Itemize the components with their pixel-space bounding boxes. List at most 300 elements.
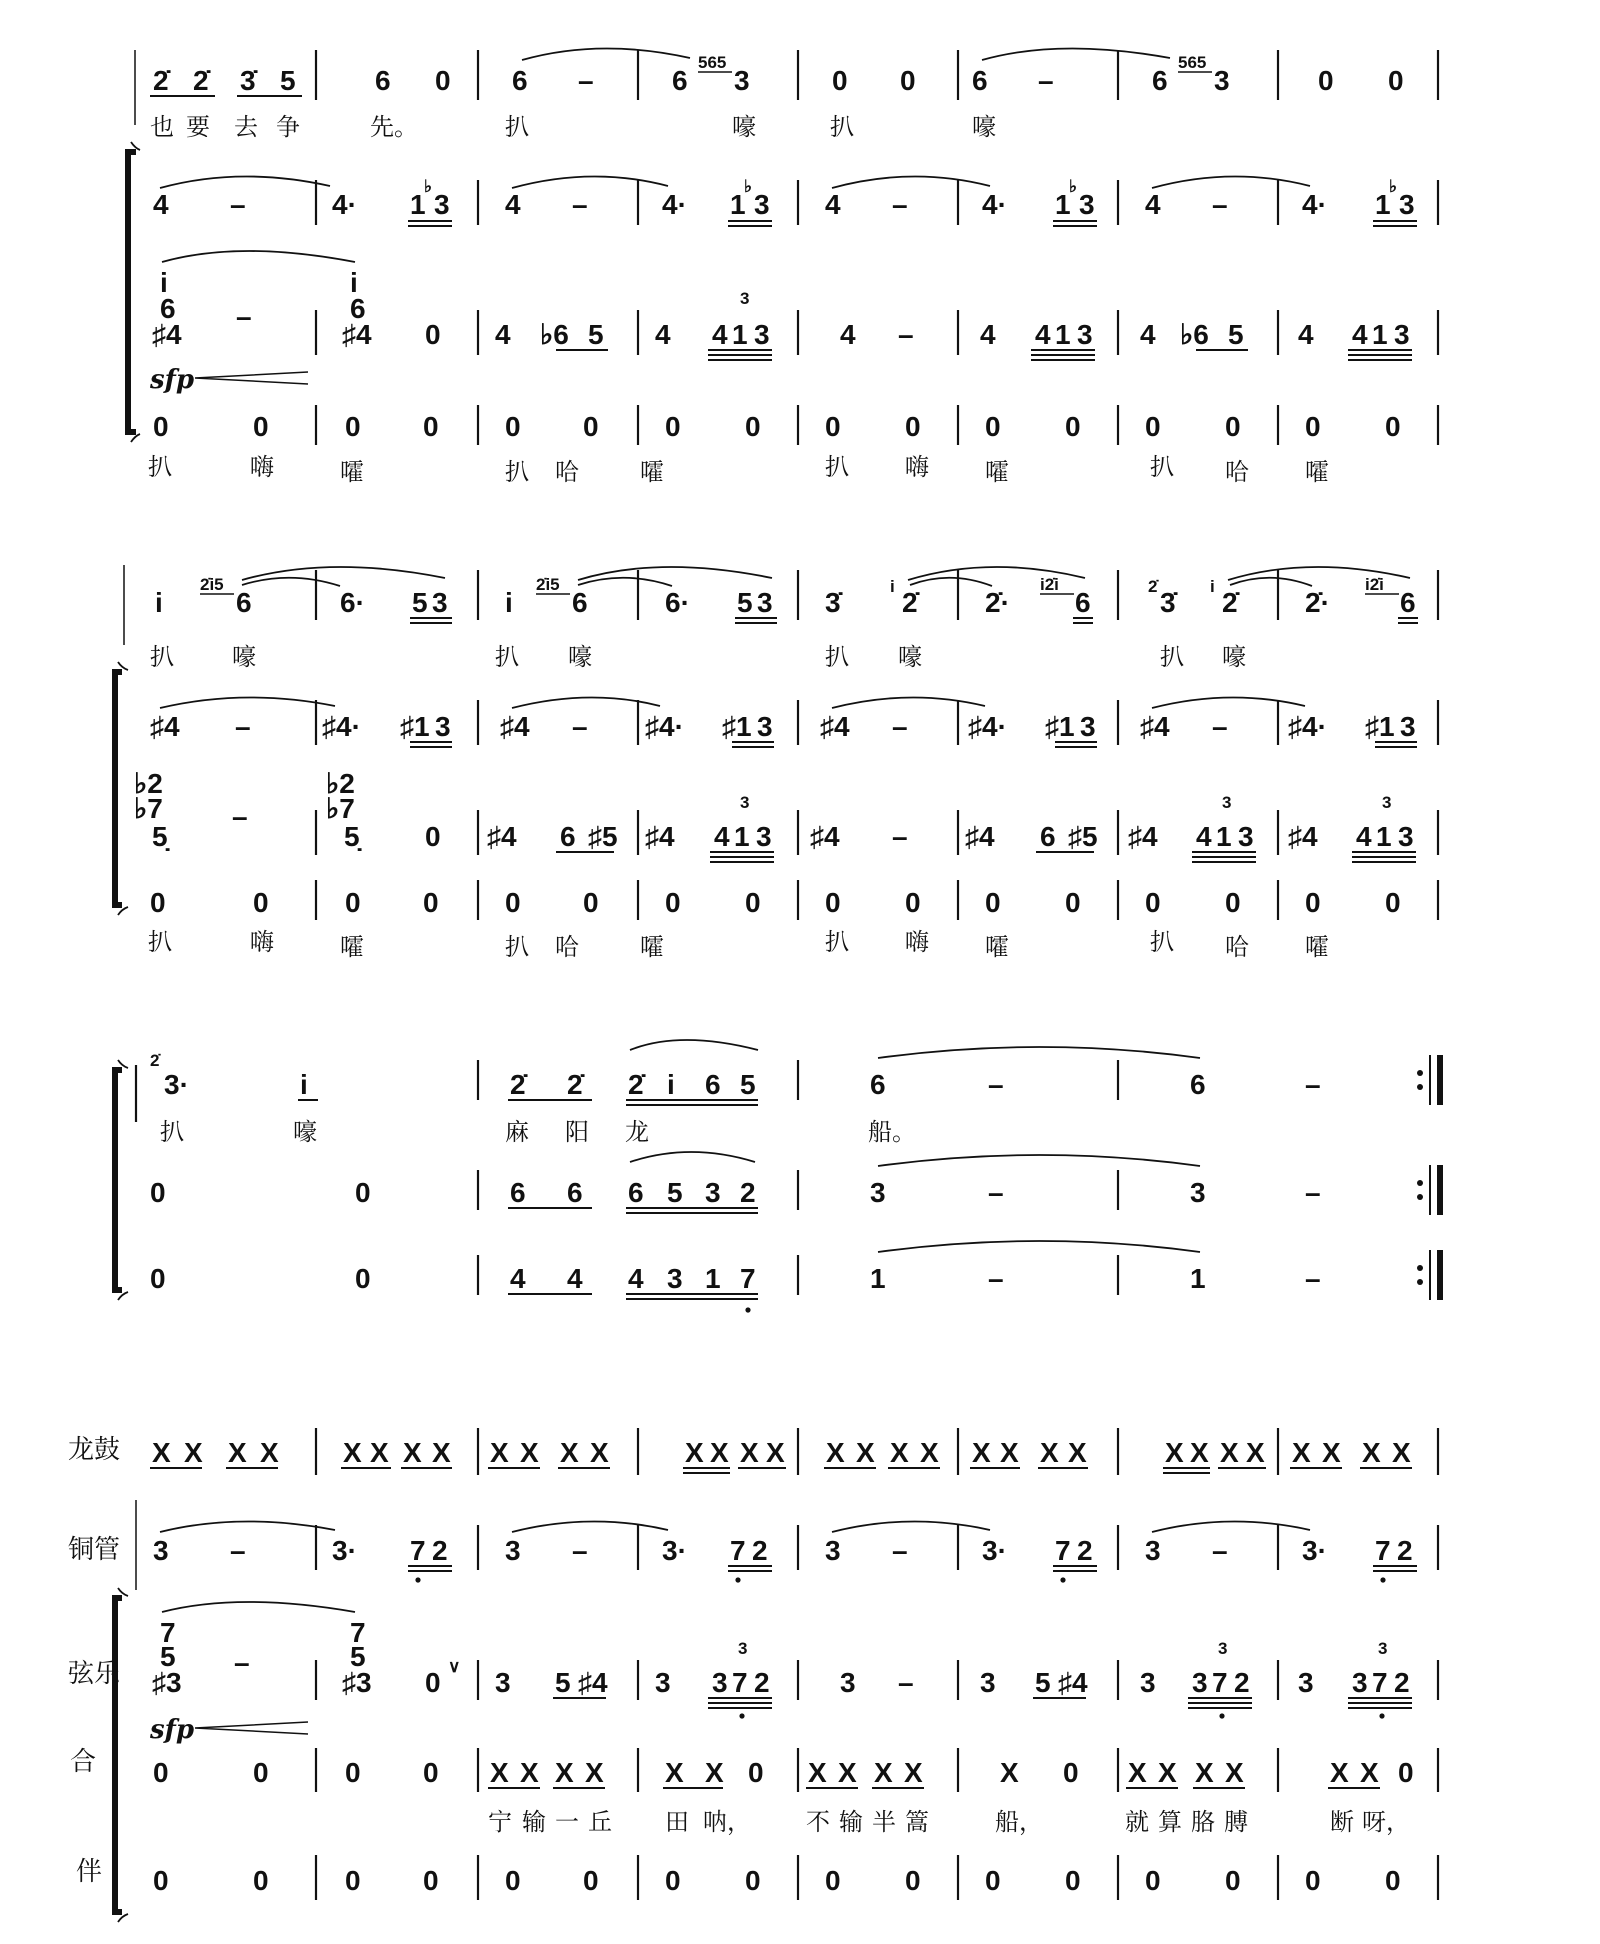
rest: 0: [345, 887, 361, 918]
dash: –: [892, 821, 908, 852]
note: –: [230, 189, 246, 220]
note: 2̇: [1222, 587, 1238, 618]
lyric: 哈: [555, 933, 579, 961]
note: 4: [655, 319, 671, 350]
note: 3: [980, 1667, 996, 1698]
lyric: 扒: [1160, 643, 1184, 671]
dash: –: [232, 801, 248, 832]
rest: 0: [423, 887, 439, 918]
rest: 0: [665, 887, 681, 918]
note: 4: [1035, 319, 1051, 350]
s2-staff1: [155, 567, 1438, 623]
lyric: 扒: [148, 453, 172, 481]
strings-line: [149, 1602, 1438, 1745]
lyric: 扒: [830, 113, 854, 141]
chord-note: i: [350, 267, 358, 298]
chord-note: 5: [350, 1641, 366, 1672]
note: 6: [567, 1177, 583, 1208]
rest: 0: [1385, 1865, 1401, 1896]
note: 2̇: [193, 65, 209, 96]
chord-note: 5̣: [344, 821, 360, 852]
staff3-middle: [149, 251, 1438, 395]
triplet: 3: [1378, 1639, 1388, 1658]
choir-x: X: [1360, 1757, 1379, 1788]
note: ♯1: [400, 711, 430, 742]
s3-barlines: [478, 1055, 1440, 1300]
note: ♯4: [150, 711, 180, 742]
rest: 0: [345, 1865, 361, 1896]
s2-staff4: [150, 880, 1438, 920]
note: 3: [1145, 1535, 1161, 1566]
note: 3: [495, 1667, 511, 1698]
note: 6: [870, 1069, 886, 1100]
lyric: 嗨: [250, 928, 274, 956]
note: 3: [1140, 1667, 1156, 1698]
note: 2: [432, 1535, 448, 1566]
rest: 0: [1065, 411, 1081, 442]
s3-melody: [150, 1040, 1321, 1105]
note: ♯4: [1058, 1667, 1088, 1698]
brass-line: [153, 1521, 1438, 1582]
chord-note: ♯4: [342, 319, 372, 350]
note: ♯4·: [968, 711, 1007, 742]
staff1-melody: [150, 48, 1404, 96]
note: 6: [512, 65, 528, 96]
chord-note: 6: [160, 293, 176, 324]
lyric: 宁: [488, 1808, 512, 1836]
choir-x: X: [665, 1757, 684, 1788]
drum-hit: X: [1220, 1437, 1239, 1468]
note: 2̇: [567, 1069, 583, 1100]
chord-note: 6: [350, 293, 366, 324]
note: ♯4: [1140, 711, 1170, 742]
lyric: 断: [1330, 1808, 1354, 1836]
rest: 0: [985, 1865, 1001, 1896]
note: 7: [1372, 1667, 1388, 1698]
note: 1: [1190, 1263, 1206, 1294]
note: 3: [757, 587, 773, 618]
drum-hit: X: [403, 1437, 422, 1468]
accomp-line: [153, 1855, 1438, 1900]
note: 4: [1196, 821, 1212, 852]
lyric: 胳: [1191, 1808, 1215, 1836]
note: 4: [1356, 821, 1372, 852]
chord-note: 7: [350, 1617, 366, 1648]
note: 3: [1080, 711, 1096, 742]
note: 4: [714, 821, 730, 852]
lyric: 扒: [1150, 928, 1174, 956]
system-1: [128, 48, 1438, 486]
note: 3: [1238, 821, 1254, 852]
grace-notes: 565: [698, 53, 727, 72]
drum-hit: X: [1322, 1437, 1341, 1468]
note: 4·: [332, 189, 357, 220]
note: 6: [1190, 1069, 1206, 1100]
dash: –: [898, 1667, 914, 1698]
note: 6·: [665, 587, 690, 618]
rest: 0: [505, 411, 521, 442]
note: ♭6: [1180, 319, 1209, 350]
grace-note: 2̇: [150, 1051, 160, 1070]
choir-x: X: [1000, 1757, 1019, 1788]
rest: 0: [905, 411, 921, 442]
lyric: 就: [1125, 1808, 1149, 1836]
note: 4: [712, 319, 728, 350]
note: 7: [410, 1535, 426, 1566]
lyric: 哈: [1225, 933, 1249, 961]
note: i: [667, 1069, 675, 1100]
note: 3·: [662, 1535, 687, 1566]
drum-hit: X: [520, 1437, 539, 1468]
note: 6: [1152, 65, 1168, 96]
flat: ♭: [744, 177, 753, 196]
lyric: 嚯: [340, 933, 364, 961]
dash: –: [892, 1535, 908, 1566]
note: 4: [510, 1263, 526, 1294]
lyric: 扒: [505, 458, 529, 486]
note: 3: [1192, 1667, 1208, 1698]
lyric: 嚎: [232, 643, 256, 671]
note: 3·: [982, 1535, 1007, 1566]
drum-hit: X: [260, 1437, 279, 1468]
note: ♯1: [1365, 711, 1395, 742]
lyric: 扒: [495, 643, 519, 671]
choir-x: X: [1158, 1757, 1177, 1788]
note: 4: [495, 319, 511, 350]
rest: 0: [1225, 1865, 1241, 1896]
chord-note: ♯4: [152, 319, 182, 350]
note: –: [1305, 1177, 1321, 1208]
note: 5: [412, 587, 428, 618]
dynamic-sfp: sfp: [150, 1715, 195, 1745]
s2-staff3: [134, 768, 1438, 862]
note: 4: [1352, 319, 1368, 350]
drum-hit: X: [490, 1437, 509, 1468]
s2-lyrics: [150, 643, 1246, 671]
lyric: 要: [186, 113, 210, 141]
lyric: 龙: [625, 1118, 649, 1146]
note: 6·: [340, 587, 365, 618]
note: 6: [705, 1069, 721, 1100]
note: 0: [150, 1177, 166, 1208]
note: 3: [1399, 189, 1415, 220]
drum-hit: X: [920, 1437, 939, 1468]
barlines-staff1: [316, 50, 1438, 100]
s2-staff2: [150, 697, 1438, 747]
note: 7: [1375, 1535, 1391, 1566]
choir-x: X: [1330, 1757, 1349, 1788]
note: ♯4: [1288, 821, 1318, 852]
lyric: 嚯: [340, 458, 364, 486]
note: i: [505, 587, 513, 618]
drum-hit: X: [1190, 1437, 1209, 1468]
lyric: 扒: [825, 453, 849, 481]
note: 5: [737, 587, 753, 618]
lyric: 呀，: [1362, 1808, 1410, 1836]
note: 4: [153, 189, 169, 220]
drum-bar-3: [488, 1437, 610, 1468]
lyric: 阳: [565, 1118, 589, 1146]
dash: –: [236, 301, 252, 332]
staff4-bass: [153, 405, 1438, 445]
note: 6: [375, 65, 391, 96]
lyric: 扒: [505, 113, 529, 141]
note: 4: [1298, 319, 1314, 350]
choir-x: X: [808, 1757, 827, 1788]
note: 3: [505, 1535, 521, 1566]
note: 6: [510, 1177, 526, 1208]
note: 3: [432, 587, 448, 618]
rest: 0: [1225, 887, 1241, 918]
note: 2: [1234, 1667, 1250, 1698]
dash: –: [1212, 1535, 1228, 1566]
note: 4: [980, 319, 996, 350]
drum-hit: X: [685, 1437, 704, 1468]
note: ♯4·: [322, 711, 361, 742]
lyric: 麻: [505, 1118, 529, 1146]
note: 4·: [1302, 189, 1327, 220]
note: 5: [1228, 319, 1244, 350]
lyric: 嚎: [293, 1118, 317, 1146]
note: 6: [1075, 587, 1091, 618]
rest: 0: [583, 1865, 599, 1896]
note: 1: [870, 1263, 886, 1294]
lyric: 篙: [905, 1808, 929, 1836]
lyric: 扒: [148, 928, 172, 956]
note: –: [988, 1263, 1004, 1294]
rest: 0: [253, 887, 269, 918]
note: 4: [567, 1263, 583, 1294]
note: 0: [355, 1263, 371, 1294]
grace-notes: 2̇i5: [200, 575, 224, 594]
staff2-harmony: [153, 176, 1438, 226]
drum-bar-7: [1163, 1437, 1266, 1473]
lyric: 船，: [995, 1808, 1043, 1836]
note: 6: [972, 65, 988, 96]
rest: 0: [985, 411, 1001, 442]
note: 7: [1212, 1667, 1228, 1698]
note: ♯1: [1045, 711, 1075, 742]
note: ♯4: [965, 821, 995, 852]
note: i: [300, 1069, 308, 1100]
drum-hit: X: [152, 1437, 171, 1468]
note: 0: [832, 65, 848, 96]
choir-x: X: [904, 1757, 923, 1788]
choir-x: X: [1225, 1757, 1244, 1788]
s2-bass-lyrics: [148, 928, 1329, 961]
note: 7: [730, 1535, 746, 1566]
lyric: 嚯: [1305, 933, 1329, 961]
note: 3: [870, 1177, 886, 1208]
note: 4: [628, 1263, 644, 1294]
drum-hit: X: [343, 1437, 362, 1468]
chord-note: ♭7: [134, 793, 163, 824]
drum-hit: X: [370, 1437, 389, 1468]
rest: 0: [505, 887, 521, 918]
choir-x: X: [1128, 1757, 1147, 1788]
drum-hit: X: [1292, 1437, 1311, 1468]
lyric: 不: [806, 1808, 830, 1836]
drum-hit: X: [184, 1437, 203, 1468]
lyric: 扒: [1150, 453, 1174, 481]
chord-note: ♭7: [326, 793, 355, 824]
rest: 0: [1225, 411, 1241, 442]
note: ♯5: [1068, 821, 1098, 852]
note: 7: [732, 1667, 748, 1698]
note: 3·: [1302, 1535, 1327, 1566]
note: 2̇: [510, 1069, 526, 1100]
note: –: [1038, 65, 1054, 96]
chord-note: i: [160, 267, 168, 298]
drum-bar-8: [1290, 1437, 1412, 1468]
note: 3·: [164, 1069, 189, 1100]
lyric: 丘: [588, 1808, 612, 1836]
lyric: 嗨: [250, 453, 274, 481]
note: 2: [1394, 1667, 1410, 1698]
lyric: 输: [522, 1808, 546, 1836]
rest: 0: [1398, 1757, 1414, 1788]
rest: 0: [423, 1865, 439, 1896]
flat: ♭: [424, 177, 433, 196]
triplet: 3: [738, 1639, 748, 1658]
triplet: 3: [1218, 1639, 1228, 1658]
drum-hit: X: [856, 1437, 875, 1468]
note: ♯4: [487, 821, 517, 852]
rest: 0: [825, 411, 841, 442]
note: 3: [705, 1177, 721, 1208]
rest: 0: [505, 1865, 521, 1896]
drum-hit: X: [972, 1437, 991, 1468]
s3-lyrics: [160, 1118, 916, 1146]
note: 0: [1388, 65, 1404, 96]
s3-bass: [150, 1241, 1321, 1313]
note: 3: [1077, 319, 1093, 350]
note: 4: [1140, 319, 1156, 350]
lyric: 嚎: [972, 113, 996, 141]
drum-hit: X: [1040, 1437, 1059, 1468]
grace-notes: i: [1210, 577, 1215, 596]
note: 5: [740, 1069, 756, 1100]
drum-hit: X: [1068, 1437, 1087, 1468]
rest: 0: [825, 887, 841, 918]
chord-note: ♭2: [134, 768, 163, 799]
note: ♯4: [810, 821, 840, 852]
drum-hit: X: [826, 1437, 845, 1468]
rest: 0: [1063, 1757, 1079, 1788]
note: 3̇: [825, 587, 841, 618]
system-2: [115, 565, 1438, 961]
note: –: [1212, 189, 1228, 220]
note: 3̇: [240, 65, 256, 96]
dash: –: [572, 1535, 588, 1566]
rest: 0: [423, 411, 439, 442]
rest: 0: [425, 1667, 441, 1698]
drum-line: [150, 1428, 1438, 1475]
note: 3: [825, 1535, 841, 1566]
note: 4·: [982, 189, 1007, 220]
lyric: 扒: [825, 643, 849, 671]
note: 7: [740, 1263, 756, 1294]
choir-x: X: [838, 1757, 857, 1788]
lyric: 去: [234, 113, 258, 141]
note: 2: [754, 1667, 770, 1698]
note: ♯4: [820, 711, 850, 742]
rest: 0: [985, 887, 1001, 918]
note: 3: [1298, 1667, 1314, 1698]
note: 3·: [332, 1535, 357, 1566]
note: 3: [1398, 821, 1414, 852]
chord-note: ♯3: [342, 1667, 372, 1698]
note: ♯4: [578, 1667, 608, 1698]
note: 3: [1394, 319, 1410, 350]
lyric: 扒: [150, 643, 174, 671]
rest: 0: [253, 1757, 269, 1788]
note: 1: [730, 189, 746, 220]
staff1-lyrics: [150, 113, 996, 141]
rest: 0: [1305, 1865, 1321, 1896]
note: 5: [280, 65, 296, 96]
rest: 0: [345, 411, 361, 442]
lyric: 哈: [555, 458, 579, 486]
rest: 0: [253, 1865, 269, 1896]
note: 3̇: [1160, 587, 1176, 618]
triplet: 3: [740, 793, 750, 812]
lyric: 一: [555, 1808, 579, 1836]
lyric: 扒: [825, 928, 849, 956]
note: 5: [588, 319, 604, 350]
note: 3: [435, 711, 451, 742]
drum-hit: X: [1362, 1437, 1381, 1468]
triplet: 3: [1382, 793, 1392, 812]
rest: 0: [1065, 1865, 1081, 1896]
note: ♯4·: [1288, 711, 1327, 742]
drum-hit: X: [1392, 1437, 1411, 1468]
note: 3: [754, 189, 770, 220]
note: –: [988, 1069, 1004, 1100]
chord-note: ♭2: [326, 768, 355, 799]
s3-harmony: [150, 1152, 1321, 1213]
flat: ♭: [1069, 177, 1078, 196]
note: ♯5: [588, 821, 618, 852]
note: 5: [555, 1667, 571, 1698]
note: –: [1305, 1069, 1321, 1100]
drum-hit: X: [560, 1437, 579, 1468]
rest: 0: [665, 411, 681, 442]
label-drum: 龙鼓: [68, 1435, 121, 1465]
lyric: 算: [1158, 1808, 1182, 1836]
lyric: 扒: [505, 933, 529, 961]
lyric: 嚯: [985, 458, 1009, 486]
grace-notes: 565: [1178, 53, 1207, 72]
note: i: [155, 587, 163, 618]
rest: 0: [825, 1865, 841, 1896]
lyric: 嚯: [985, 933, 1009, 961]
lyric: 膊: [1224, 1808, 1248, 1836]
note: 1: [410, 189, 426, 220]
label-strings: 弦乐: [68, 1659, 121, 1689]
note: 7: [1055, 1535, 1071, 1566]
rest: 0: [345, 1757, 361, 1788]
note: 1: [734, 821, 750, 852]
choir-x: X: [520, 1757, 539, 1788]
note: 1: [705, 1263, 721, 1294]
rest: 0: [1065, 887, 1081, 918]
note: 3: [734, 65, 750, 96]
note: 3: [840, 1667, 856, 1698]
note: 4: [840, 319, 856, 350]
note: 6: [560, 821, 576, 852]
note: 3: [1400, 711, 1416, 742]
